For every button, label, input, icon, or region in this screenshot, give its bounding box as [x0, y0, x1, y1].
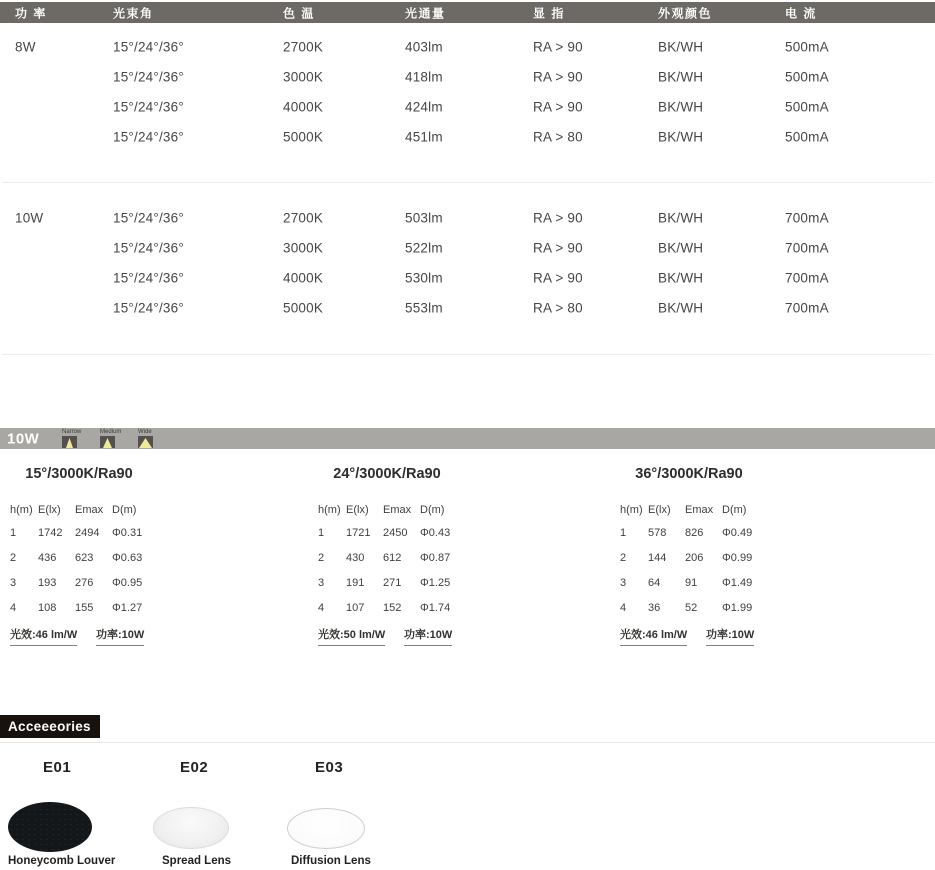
photometric-col-header: h(m)	[620, 504, 643, 516]
spec-row	[0, 32, 935, 62]
photometric-table	[316, 466, 466, 648]
efficacy-note: 光效:46 lm/W	[10, 626, 77, 646]
photometric-cell: 612	[383, 552, 402, 564]
photometric-row	[316, 527, 466, 541]
spec-cell: 553lm	[405, 300, 443, 316]
photometric-cell: 1742	[38, 527, 63, 539]
photometric-cell: 2	[10, 552, 17, 564]
photometric-cell: 91	[685, 577, 698, 589]
spec-cell: 500mA	[785, 129, 829, 145]
spec-cell: 4000K	[283, 270, 324, 286]
spec-cell: BK/WH	[658, 300, 704, 316]
photometric-cell: 2	[620, 552, 627, 564]
accessory-item	[8, 757, 158, 867]
photometric-cell: 152	[383, 602, 402, 614]
photometric-cell: 436	[38, 552, 57, 564]
photometric-cell: 271	[383, 577, 402, 589]
accessory-name: Honeycomb Louver	[8, 855, 116, 867]
photometric-cell: Φ1.27	[112, 602, 143, 614]
photometric-cell: 52	[685, 602, 698, 614]
spec-cell: 700mA	[785, 300, 829, 316]
photometric-cell: 193	[38, 577, 57, 589]
spec-cell: 522lm	[405, 240, 443, 256]
photometric-row	[8, 602, 158, 616]
spec-row	[0, 233, 935, 263]
efficacy-note: 光效:50 lm/W	[318, 626, 385, 646]
spec-cell: 5000K	[283, 300, 324, 316]
spec-cell: RA > 90	[533, 240, 583, 256]
spec-cell: 3000K	[283, 240, 324, 256]
spec-cell: 15°/24°/36°	[113, 300, 184, 316]
spec-cell: BK/WH	[658, 270, 704, 286]
photometric-cell: 430	[346, 552, 365, 564]
photometric-col-header: Emax	[75, 504, 104, 516]
spec-row	[0, 62, 935, 92]
spec-cell: BK/WH	[658, 99, 704, 115]
photometric-col-header: Emax	[685, 504, 714, 516]
spec-cell: 3000K	[283, 69, 324, 85]
beam-triangle	[66, 438, 73, 448]
spec-cell: BK/WH	[658, 129, 704, 145]
accessory-item	[286, 757, 436, 867]
photometric-bar	[0, 428, 935, 449]
photometric-cell: 3	[10, 577, 17, 589]
spread-lens-image	[153, 807, 229, 849]
photometric-cell: Φ0.87	[420, 552, 451, 564]
spec-row	[0, 263, 935, 293]
spec-cell: 15°/24°/36°	[113, 39, 184, 55]
photometric-cell: 4	[620, 602, 627, 614]
photometric-cell: 578	[648, 527, 667, 539]
beam-medium-icon	[100, 436, 115, 448]
photometric-cell: 1	[620, 527, 627, 539]
photometric-cell: 4	[318, 602, 325, 614]
beam-wide	[138, 428, 176, 449]
photometric-row	[8, 577, 158, 591]
beam-narrow	[62, 428, 100, 449]
photometric-cell: 4	[10, 602, 17, 614]
spec-cell: 700mA	[785, 270, 829, 286]
photometric-cell: Φ1.25	[420, 577, 451, 589]
spec-cell: 700mA	[785, 240, 829, 256]
accessory-name: Spread Lens	[162, 855, 232, 867]
spec-cell: BK/WH	[658, 39, 704, 55]
spec-cell: 451lm	[405, 129, 443, 145]
beam-triangle	[139, 438, 152, 448]
photometric-col-header: E(lx)	[648, 504, 671, 516]
photometric-cell: 2494	[75, 527, 100, 539]
power-note: 功率:10W	[404, 626, 452, 646]
spec-cell: RA > 90	[533, 39, 583, 55]
photometric-cell: 64	[648, 577, 661, 589]
photometric-table-title: 36°/3000K/Ra90	[635, 466, 743, 482]
photometric-row	[618, 527, 768, 541]
spec-cell: BK/WH	[658, 210, 704, 226]
spec-cell: RA > 90	[533, 99, 583, 115]
photometric-row	[316, 552, 466, 566]
photometric-cell: 191	[346, 577, 365, 589]
spec-cell: 418lm	[405, 69, 443, 85]
beam-narrow-icon	[62, 436, 77, 448]
photometric-row	[618, 552, 768, 566]
photometric-col-header: h(m)	[10, 504, 33, 516]
photometric-footer	[8, 626, 158, 646]
spec-cell: 15°/24°/36°	[113, 270, 184, 286]
efficacy-note: 光效:46 lm/W	[620, 626, 687, 646]
diffusion-lens-image	[287, 808, 365, 849]
photometric-col-header: D(m)	[112, 504, 137, 516]
beam-medium	[100, 428, 138, 449]
photometric-cell: Φ1.74	[420, 602, 451, 614]
spec-cell: 15°/24°/36°	[113, 240, 184, 256]
photometric-cell: 623	[75, 552, 94, 564]
separator-line	[2, 182, 933, 183]
photometric-cell: Φ0.31	[112, 527, 143, 539]
spec-cell: RA > 90	[533, 270, 583, 286]
photometric-cell: 107	[346, 602, 365, 614]
spec-row	[0, 203, 935, 233]
spec-cell: 15°/24°/36°	[113, 69, 184, 85]
photometric-col-header: Emax	[383, 504, 412, 516]
spec-header-cell: 色 温	[283, 6, 315, 20]
spec-cell: 503lm	[405, 210, 443, 226]
spec-header-cell: 外观颜色	[658, 6, 713, 20]
photometric-cell: 826	[685, 527, 704, 539]
spec-table-header	[0, 2, 935, 23]
separator-line	[2, 354, 933, 355]
photometric-col-header: D(m)	[722, 504, 747, 516]
beam-label: Wide	[138, 429, 152, 435]
photometric-cell: 144	[648, 552, 667, 564]
photometric-cell: Φ0.43	[420, 527, 451, 539]
photometric-cell: 2450	[383, 527, 408, 539]
photometric-footer	[618, 626, 768, 646]
accessories-divider	[0, 742, 935, 743]
spec-cell: 500mA	[785, 69, 829, 85]
photometric-col-header: D(m)	[420, 504, 445, 516]
photometric-cell: 276	[75, 577, 94, 589]
photometric-cell: 2	[318, 552, 325, 564]
power-cell: 10W	[15, 210, 44, 226]
photometric-cell: 1721	[346, 527, 371, 539]
photometric-footer	[316, 626, 466, 646]
spec-cell: 15°/24°/36°	[113, 129, 184, 145]
photometric-table-title: 15°/3000K/Ra90	[25, 466, 133, 482]
photometric-table	[618, 466, 768, 648]
photometric-row	[618, 602, 768, 616]
photometric-row	[8, 527, 158, 541]
spec-header-cell: 光束角	[113, 6, 154, 20]
spec-cell: 500mA	[785, 39, 829, 55]
photometric-cell: Φ0.63	[112, 552, 143, 564]
photometric-cell: 206	[685, 552, 704, 564]
spec-cell: 530lm	[405, 270, 443, 286]
spec-header-cell: 电 流	[785, 6, 817, 20]
photometric-cell: Φ1.99	[722, 602, 753, 614]
spec-header-cell: 光通量	[405, 6, 446, 20]
photometric-cell: 108	[38, 602, 57, 614]
beam-label: Narrow	[62, 429, 82, 435]
photometric-row	[316, 602, 466, 616]
photometric-col-header: h(m)	[318, 504, 341, 516]
photometric-cell: 36	[648, 602, 661, 614]
photometric-cell: Φ0.49	[722, 527, 753, 539]
accessories-title: Acceeeories	[0, 715, 100, 738]
photometric-cell: Φ0.99	[722, 552, 753, 564]
photometric-cell: 3	[318, 577, 325, 589]
spec-cell: 4000K	[283, 99, 324, 115]
spec-cell: BK/WH	[658, 240, 704, 256]
photometric-cell: 155	[75, 602, 94, 614]
beam-triangle	[103, 438, 112, 448]
photometric-cell: 1	[10, 527, 17, 539]
spec-header-cell: 显 指	[533, 6, 565, 20]
accessory-name: Diffusion Lens	[291, 855, 371, 867]
accessory-item	[151, 757, 301, 867]
photometric-row	[618, 577, 768, 591]
photometric-col-header: E(lx)	[38, 504, 61, 516]
spec-header-cell: 功 率	[15, 6, 47, 20]
spec-row	[0, 92, 935, 122]
beam-label: Medium	[100, 429, 122, 435]
photometric-col-header: E(lx)	[346, 504, 369, 516]
spec-cell: 424lm	[405, 99, 443, 115]
spec-cell: 403lm	[405, 39, 443, 55]
photometric-cell: 1	[318, 527, 325, 539]
spec-cell: 700mA	[785, 210, 829, 226]
photometric-row	[8, 552, 158, 566]
honeycomb-louver-image	[8, 802, 92, 852]
accessory-code: E03	[315, 759, 344, 776]
spec-row	[0, 293, 935, 323]
spec-cell: RA > 90	[533, 210, 583, 226]
spec-cell: 2700K	[283, 210, 324, 226]
spec-cell: RA > 80	[533, 129, 583, 145]
spec-cell: RA > 90	[533, 69, 583, 85]
photometric-cell: Φ0.95	[112, 577, 143, 589]
spec-cell: BK/WH	[658, 69, 704, 85]
spec-cell: 15°/24°/36°	[113, 210, 184, 226]
photometric-table-title: 24°/3000K/Ra90	[333, 466, 441, 482]
photometric-table	[8, 466, 158, 648]
spec-cell: RA > 80	[533, 300, 583, 316]
photometric-cell: 3	[620, 577, 627, 589]
accessory-code: E02	[180, 759, 209, 776]
spec-cell: 500mA	[785, 99, 829, 115]
photometric-row	[316, 577, 466, 591]
spec-cell: 5000K	[283, 129, 324, 145]
power-cell: 8W	[15, 39, 36, 55]
photometric-cell: Φ1.49	[722, 577, 753, 589]
accessory-code: E01	[43, 759, 72, 776]
spec-cell: 2700K	[283, 39, 324, 55]
spec-cell: 15°/24°/36°	[113, 99, 184, 115]
power-note: 功率:10W	[706, 626, 754, 646]
photometric-bar-power-label: 10W	[7, 430, 40, 447]
spec-row	[0, 122, 935, 152]
beam-wide-icon	[138, 436, 153, 448]
power-note: 功率:10W	[96, 626, 144, 646]
